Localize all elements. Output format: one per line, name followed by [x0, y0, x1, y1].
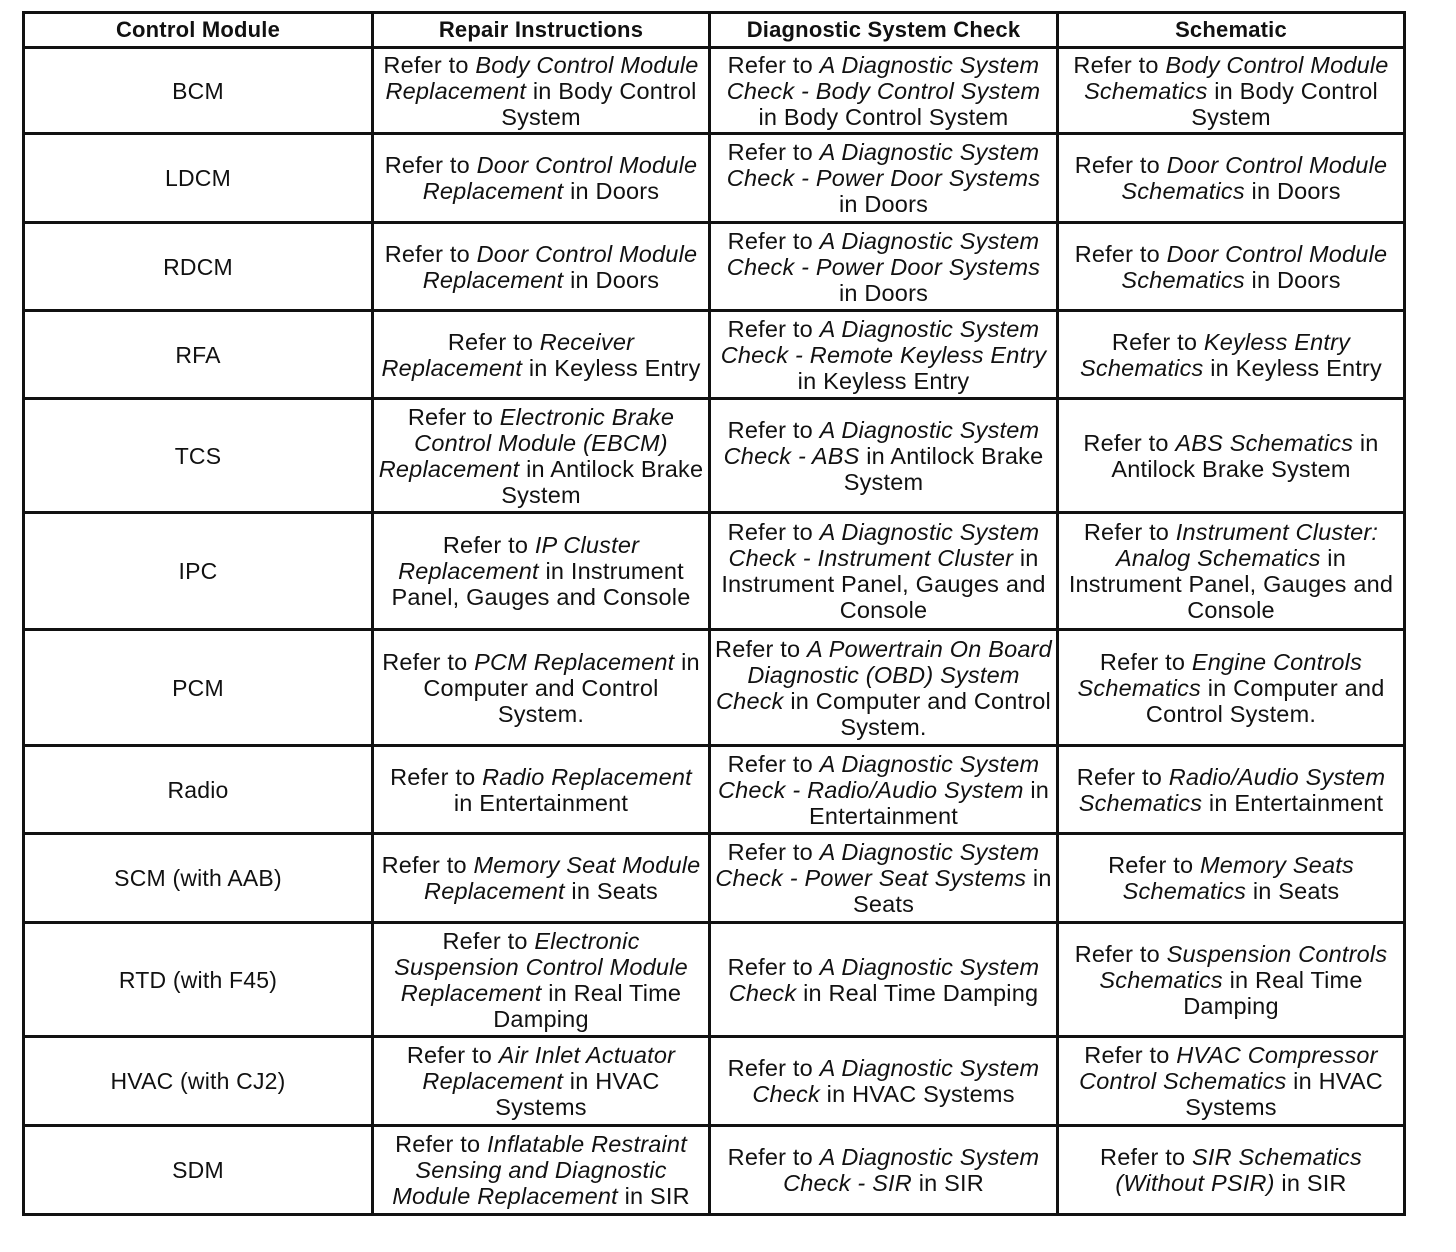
reference-title: ABS Schematics	[1175, 429, 1354, 456]
cell-repair	[373, 134, 710, 223]
reference-title: Door Control Module Schematics	[1121, 152, 1388, 204]
table-header	[24, 13, 1405, 48]
reference-text: Refer to	[442, 927, 535, 954]
reference-text: in Keyless Entry	[797, 367, 970, 394]
reference-text: in Entertainment	[809, 776, 1050, 829]
reference-text: in Body Control System	[1191, 77, 1378, 130]
cell-diagnostic	[710, 223, 1058, 311]
reference-text: in Body Control System	[758, 103, 1009, 130]
cell-schematic	[1058, 134, 1405, 223]
reference-text: Refer to	[1073, 51, 1166, 78]
reference-text: in Instrument Panel, Gauges and Console	[721, 545, 1046, 623]
reference-text: Refer to	[1083, 429, 1176, 456]
reference-title: Body Control Module Replacement	[385, 51, 699, 104]
reference-title: Electronic Suspension Control Module Replacement	[394, 927, 688, 1006]
cell-repair	[373, 513, 710, 630]
reference-text: Refer to	[727, 416, 820, 443]
reference-text: in Computer and Control System.	[423, 648, 700, 727]
cell-control-module: RDCM	[24, 223, 373, 311]
cell-schematic	[1058, 223, 1405, 311]
reference-text: Refer to	[390, 763, 483, 790]
reference-text: in Real Time Damping	[1183, 966, 1363, 1019]
cell-repair	[373, 746, 710, 834]
reference-title: Door Control Module Replacement	[422, 152, 698, 204]
header-diagnostic-system-check: Diagnostic System Check	[710, 13, 1058, 48]
cell-diagnostic	[710, 923, 1058, 1037]
cell-diagnostic	[710, 1126, 1058, 1215]
reference-text: Refer to	[381, 852, 474, 878]
cell-schematic	[1058, 923, 1405, 1037]
reference-title: Door Control Module Replacement	[422, 240, 698, 293]
cell-diagnostic	[710, 134, 1058, 223]
reference-text: Refer to	[727, 953, 820, 980]
reference-text: in Antilock Brake System	[501, 455, 704, 508]
table-row	[24, 746, 1405, 834]
reference-text: Refer to	[1100, 1144, 1192, 1170]
cell-repair	[373, 923, 710, 1037]
header-row	[24, 13, 1405, 48]
reference-text: Refer to	[1076, 763, 1169, 790]
reference-title: Memory Seat Module Replacement	[424, 852, 701, 904]
table-row	[24, 223, 1405, 311]
reference-text: Refer to	[727, 139, 820, 165]
reference-title: Receiver Replacement	[381, 328, 635, 381]
reference-text: in SIR	[911, 1170, 984, 1196]
cell-control-module: Radio	[24, 746, 373, 834]
reference-text: Refer to	[1074, 940, 1167, 967]
reference-text: Refer to	[1083, 519, 1176, 545]
cell-schematic	[1058, 630, 1405, 746]
reference-text: Refer to	[1084, 1042, 1177, 1068]
reference-title: Body Control Module Schematics	[1084, 51, 1389, 104]
table-row	[24, 630, 1405, 746]
cell-schematic	[1058, 834, 1405, 923]
reference-text: in SIR	[617, 1183, 690, 1209]
reference-title: Suspension Controls Schematics	[1099, 940, 1388, 993]
reference-text: in Computer and Control System.	[1145, 674, 1385, 727]
reference-text: Refer to	[407, 403, 500, 430]
table-row	[24, 1037, 1405, 1126]
reference-title: Memory Seats Schematics	[1122, 852, 1354, 904]
cell-schematic	[1058, 48, 1405, 134]
cell-repair	[373, 630, 710, 746]
reference-text: in Instrument Panel, Gauges and Console	[391, 558, 691, 610]
cell-diagnostic	[710, 311, 1058, 399]
reference-text: Refer to	[1111, 328, 1204, 355]
reference-title: HVAC Compressor Control Schematics	[1079, 1042, 1378, 1094]
reference-title: Keyless Entry Schematics	[1080, 328, 1351, 381]
reference-text: in Doors	[1244, 266, 1341, 293]
reference-title: A Diagnostic System Check - Radio/Audio System	[717, 750, 1040, 803]
cell-control-module: HVAC (with CJ2)	[24, 1037, 373, 1126]
cell-schematic	[1058, 1037, 1405, 1126]
cell-repair	[373, 223, 710, 311]
reference-text: Refer to	[727, 750, 820, 777]
reference-text: in SIR	[1274, 1170, 1347, 1196]
reference-text: Refer to	[406, 1042, 499, 1068]
cell-diagnostic	[710, 746, 1058, 834]
reference-title: Electronic Brake Control Module (EBCM) Replacement	[378, 403, 675, 482]
reference-text: in Entertainment	[1202, 789, 1384, 816]
cell-diagnostic	[710, 399, 1058, 513]
cell-control-module: PCM	[24, 630, 373, 746]
reference-title: Air Inlet Actuator Replacement	[422, 1042, 676, 1094]
reference-text: in Doors	[1244, 178, 1341, 204]
cell-control-module: LDCM	[24, 134, 373, 223]
reference-text: in Keyless Entry	[1203, 354, 1382, 381]
reference-text: in HVAC Systems	[819, 1081, 1015, 1107]
reference-text: Refer to	[1074, 240, 1167, 267]
reference-title: Radio/Audio System Schematics	[1078, 763, 1386, 816]
reference-text: Refer to	[715, 635, 807, 662]
reference-text: in Instrument Panel, Gauges and Console	[1068, 545, 1394, 623]
reference-text: Refer to	[395, 1131, 487, 1157]
cell-control-module: SDM	[24, 1126, 373, 1215]
reference-text: in Doors	[563, 178, 660, 204]
reference-text: Refer to	[382, 648, 475, 675]
table-row	[24, 1126, 1405, 1215]
reference-text: in Seats	[1246, 878, 1340, 904]
reference-text: Refer to	[1099, 648, 1192, 675]
reference-title: A Diagnostic System Check - Power Seat Systems	[715, 839, 1040, 891]
reference-text: Refer to	[442, 532, 535, 558]
cell-diagnostic	[710, 513, 1058, 630]
reference-text: in Computer and Control System.	[783, 687, 1051, 740]
cell-diagnostic	[710, 834, 1058, 923]
reference-text: in HVAC Systems	[1185, 1068, 1383, 1120]
reference-title: PCM Replacement	[474, 648, 675, 675]
cell-control-module: TCS	[24, 399, 373, 513]
reference-text: Refer to	[383, 51, 476, 78]
cell-schematic	[1058, 513, 1405, 630]
reference-title: A Diagnostic System Check - Power Door Systems	[726, 227, 1041, 280]
reference-title: A Powertrain On Board Diagnostic (OBD) System Check	[716, 635, 1052, 714]
cell-repair	[373, 1037, 710, 1126]
reference-text: in Seats	[564, 878, 658, 904]
cell-repair	[373, 399, 710, 513]
reference-title: A Diagnostic System Check - Remote Keyless Entry	[720, 315, 1047, 368]
cell-repair	[373, 48, 710, 134]
cell-diagnostic	[710, 48, 1058, 134]
reference-text: Refer to	[727, 1055, 820, 1081]
header-control-module: Control Module	[24, 13, 373, 48]
cell-diagnostic	[710, 630, 1058, 746]
cell-control-module: BCM	[24, 48, 373, 134]
reference-text: Refer to	[1074, 152, 1167, 178]
control-module-table	[22, 11, 1406, 1216]
table-row	[24, 311, 1405, 399]
reference-text: Refer to	[727, 519, 820, 545]
cell-schematic	[1058, 311, 1405, 399]
reference-text: in Doors	[838, 279, 929, 306]
table-body	[24, 48, 1405, 1215]
reference-text: Refer to	[1108, 852, 1201, 878]
reference-title: Engine Controls Schematics	[1077, 648, 1363, 701]
reference-text: Refer to	[727, 315, 820, 342]
reference-text: in Seats	[852, 865, 1052, 917]
reference-text: Refer to	[384, 152, 477, 178]
header-schematic: Schematic	[1058, 13, 1405, 48]
table-row	[24, 834, 1405, 923]
reference-title: A Diagnostic System Check	[752, 1055, 1040, 1107]
reference-title: A Diagnostic System Check	[728, 953, 1040, 1006]
reference-text: in Antilock Brake System	[1111, 429, 1379, 482]
reference-title: A Diagnostic System Check - ABS	[723, 416, 1040, 469]
reference-title: Radio Replacement	[482, 763, 692, 790]
reference-text: in Keyless Entry	[522, 354, 701, 381]
cell-schematic	[1058, 746, 1405, 834]
header-repair-instructions: Repair Instructions	[373, 13, 710, 48]
reference-text: Refer to	[727, 1144, 820, 1170]
cell-control-module: RFA	[24, 311, 373, 399]
reference-text: in Antilock Brake System	[843, 442, 1044, 495]
reference-text: Refer to	[727, 839, 820, 865]
cell-repair	[373, 311, 710, 399]
table-row	[24, 513, 1405, 630]
reference-text: in Real Time Damping	[493, 979, 682, 1032]
cell-control-module: IPC	[24, 513, 373, 630]
table-row	[24, 923, 1405, 1037]
reference-title: A Diagnostic System Check - Body Control System	[726, 51, 1041, 104]
reference-title: Inflatable Restraint Sensing and Diagnostic Module Replacement	[392, 1131, 687, 1209]
reference-text: in HVAC Systems	[495, 1068, 660, 1120]
table-row	[24, 134, 1405, 223]
reference-title: A Diagnostic System Check - Power Door Systems	[726, 139, 1041, 191]
reference-text: Refer to	[727, 227, 820, 254]
reference-text: Refer to	[384, 240, 477, 267]
reference-title: Door Control Module Schematics	[1121, 240, 1388, 293]
cell-repair	[373, 834, 710, 923]
reference-title: IP Cluster Replacement	[398, 532, 640, 584]
reference-title: A Diagnostic System Check - SIR	[783, 1144, 1040, 1196]
reference-title: SIR Schematics (Without PSIR)	[1115, 1144, 1362, 1196]
reference-text: in Real Time Damping	[796, 979, 1039, 1006]
reference-text: in Entertainment	[453, 789, 629, 816]
cell-diagnostic	[710, 1037, 1058, 1126]
table-row	[24, 399, 1405, 513]
cell-control-module: SCM (with AAB)	[24, 834, 373, 923]
cell-schematic	[1058, 1126, 1405, 1215]
reference-title: Instrument Cluster: Analog Schematics	[1116, 519, 1379, 571]
reference-text: in Doors	[563, 266, 660, 293]
table-row	[24, 48, 1405, 134]
cell-control-module: RTD (with F45)	[24, 923, 373, 1037]
reference-text: in Body Control System	[501, 77, 697, 130]
cell-repair	[373, 1126, 710, 1215]
reference-text: Refer to	[727, 51, 820, 78]
cell-schematic	[1058, 399, 1405, 513]
reference-text: Refer to	[447, 328, 540, 355]
reference-text: in Doors	[838, 191, 929, 217]
reference-title: A Diagnostic System Check - Instrument Cluster	[728, 519, 1040, 571]
